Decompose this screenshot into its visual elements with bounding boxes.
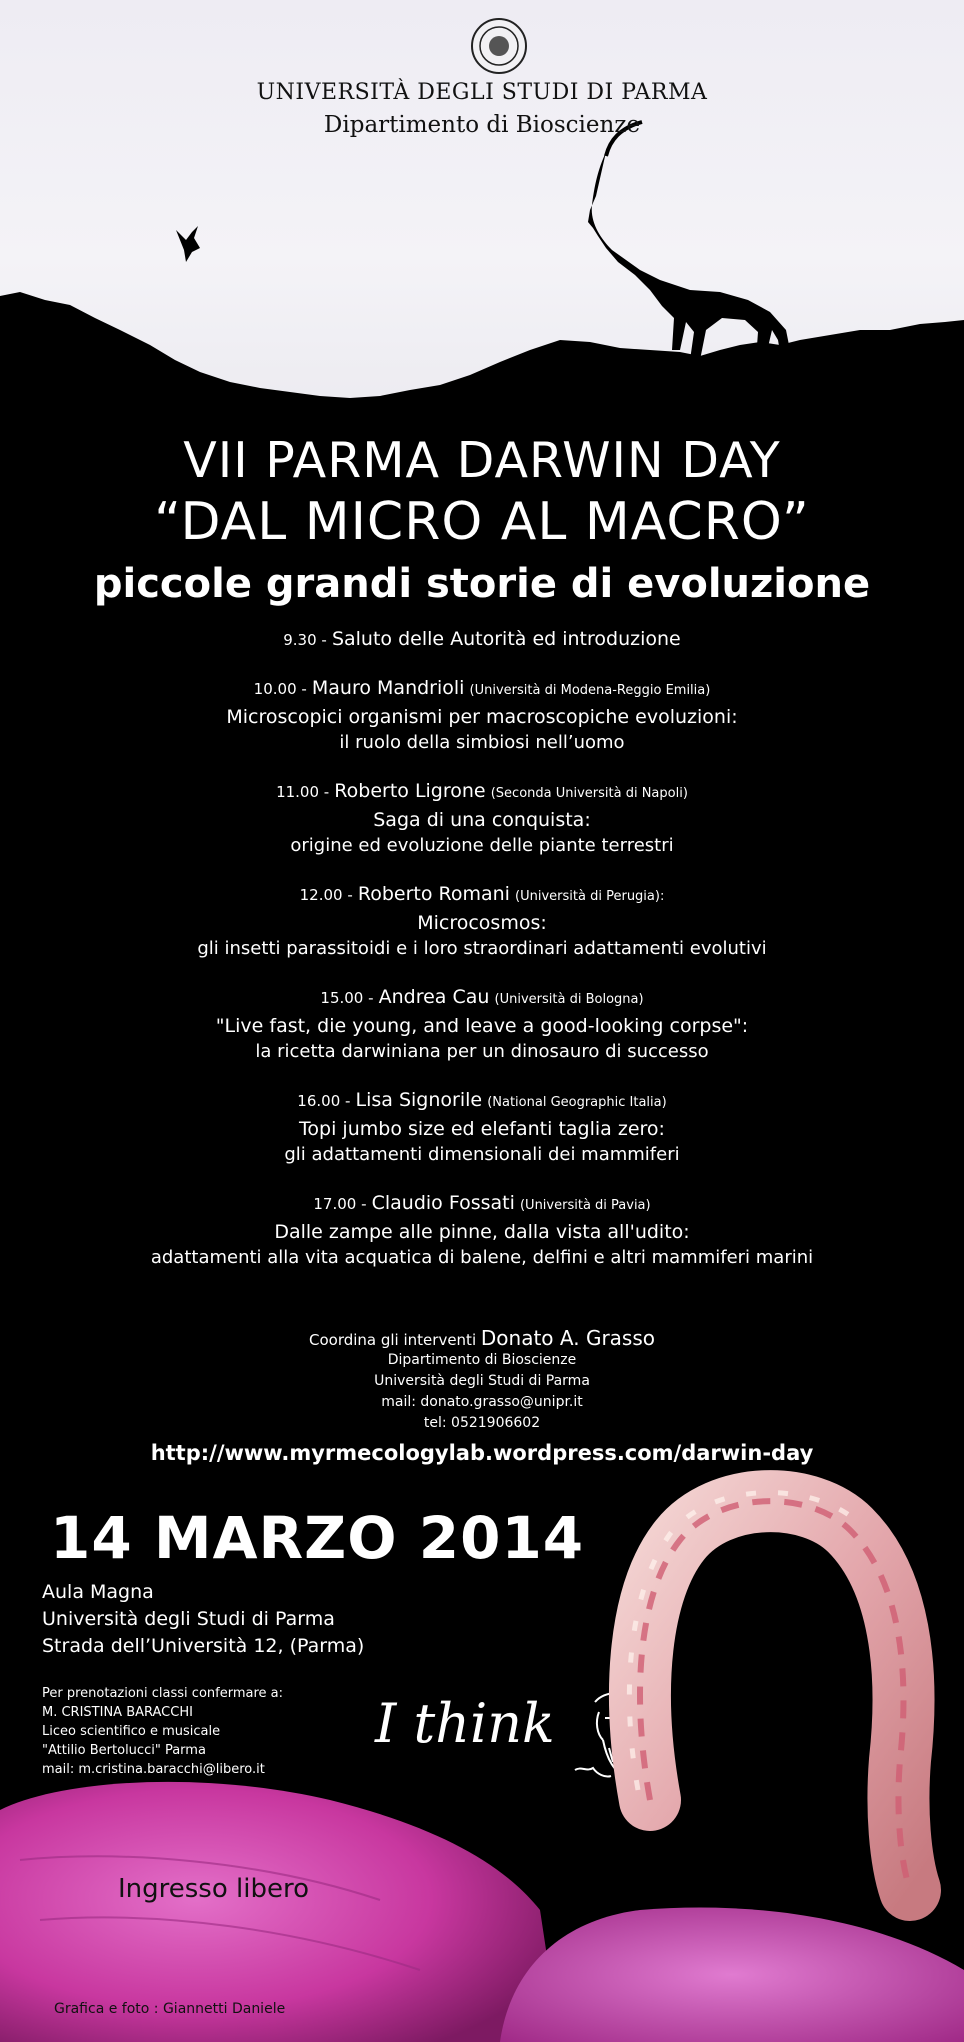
free-entry-label: Ingresso libero [118,1874,310,1904]
talk-affiliation: (Università di Pavia) [519,1198,651,1213]
program-talk [0,1190,964,1271]
opening-text: Saluto delle Autorità ed introduzione [331,628,681,650]
talk-subtitle: adattamenti alla vita acquatica di balene, delfini e altri mammiferi marini [150,1247,814,1268]
program-talk [0,675,964,756]
university-seal-icon [469,16,529,76]
coordinator-block [0,1326,964,1434]
talk-speaker: Claudio Fossati [371,1192,515,1214]
coordinator-department: Dipartimento di Bioscienze [387,1352,577,1368]
talk-speaker: Mauro Mandrioli [311,677,465,699]
event-venue [42,1579,364,1660]
talk-title: Microscopici organismi per macroscopiche evoluzioni: [226,706,738,728]
caterpillar-photo [600,1470,964,1940]
coordinator-email: mail: donato.grasso@unipr.it [381,1394,583,1410]
talk-time: 16.00 - [297,1092,351,1110]
event-tagline: piccole grandi storie di evoluzione [93,561,871,607]
talk-affiliation: (Università di Perugia): [515,889,665,904]
talk-affiliation: (National Geographic Italia) [487,1095,667,1110]
talk-time: 17.00 - [313,1195,367,1213]
talk-affiliation: (Università di Bologna) [494,992,644,1007]
booking-intro: Per prenotazioni classi confermare a: [42,1686,284,1701]
venue-room: Aula Magna [42,1581,154,1603]
event-subtitle: “DAL MICRO AL MACRO” [154,492,810,552]
university-name: UNIVERSITÀ DEGLI STUDI DI PARMA [256,80,708,105]
talk-speaker: Roberto Romani [357,883,510,905]
bird-silhouette [176,226,200,262]
talk-title: Dalle zampe alle pinne, dalla vista all'udito: [274,1221,690,1243]
program-opening [0,626,964,653]
talk-title: "Live fast, die young, and leave a good-looking corpse": [215,1015,749,1037]
booking-email: mail: m.cristina.baracchi@libero.it [42,1762,265,1777]
booking-school-name: "Attilio Bertolucci" Parma [42,1743,206,1758]
booking-contact-name: M. CRISTINA BARACCHI [42,1705,193,1720]
i-think-logo: I think [375,1692,555,1755]
talk-subtitle: origine ed evoluzione delle piante terrestri [290,835,674,856]
talk-subtitle: il ruolo della simbiosi nell’uomo [339,732,625,753]
opening-time: 9.30 - [283,631,327,649]
talk-time: 11.00 - [276,783,330,801]
program-schedule [0,626,964,1293]
coordinator-name: Donato A. Grasso [480,1326,655,1350]
event-date: 14 MARZO 2014 [50,1504,585,1572]
talk-subtitle: gli adattamenti dimensionali dei mammiferi [284,1144,680,1165]
talk-title: Topi jumbo size ed elefanti taglia zero: [299,1118,665,1140]
talk-title: Saga di una conquista: [373,809,591,831]
talk-affiliation: (Università di Modena-Reggio Emilia) [469,683,711,698]
talk-time: 10.00 - [253,680,307,698]
program-talk [0,1087,964,1168]
program-talk [0,778,964,859]
talk-title: Microcosmos: [417,912,547,934]
coordinator-phone: tel: 0521906602 [423,1415,541,1431]
talk-speaker: Roberto Ligrone [334,780,486,802]
talk-time: 15.00 - [320,989,374,1007]
coordinator-university: Università degli Studi di Parma [374,1373,590,1389]
photo-credit: Grafica e foto : Giannetti Daniele [54,2001,286,2017]
website-link[interactable]: http://www.myrmecologylab.wordpress.com/darwin-day [150,1441,814,1465]
talk-time: 12.00 - [299,886,353,904]
talk-speaker: Lisa Signorile [355,1089,483,1111]
talk-speaker: Andrea Cau [378,986,490,1008]
talk-subtitle: gli insetti parassitoidi e i loro straordinari adattamenti evolutivi [197,938,767,959]
ibex-silhouette [588,122,790,360]
coordinator-intro: Coordina gli interventi [308,1331,477,1349]
talk-affiliation: (Seconda Università di Napoli) [490,786,688,801]
talk-subtitle: la ricetta darwiniana per un dinosauro di successo [255,1041,709,1062]
venue-university: Università degli Studi di Parma [42,1608,335,1630]
department-name: Dipartimento di Bioscienze [323,112,641,138]
program-talk [0,984,964,1065]
program-talk [0,881,964,962]
event-title: VII PARMA DARWIN DAY [183,432,781,489]
venue-address: Strada dell’Università 12, (Parma) [42,1635,365,1657]
booking-school: Liceo scientifico e musicale [42,1724,221,1739]
